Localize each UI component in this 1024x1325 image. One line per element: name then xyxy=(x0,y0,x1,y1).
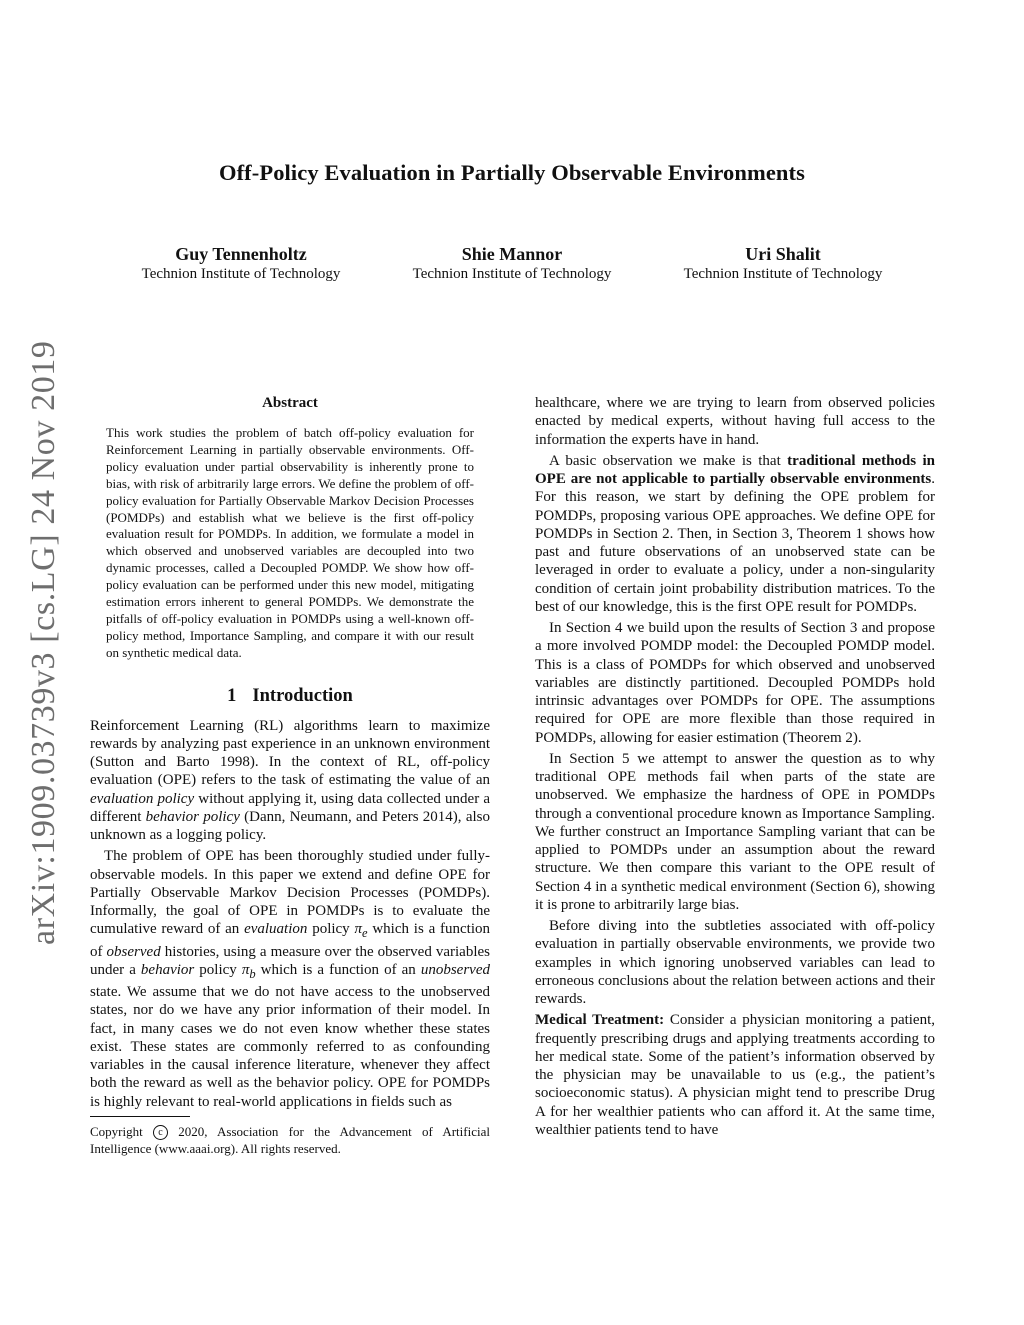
abstract-text: This work studies the problem of batch off-policy evaluation for Reinforcement Learning in partially observable environments. Off-policy evaluation under partial observability is inherently prone to bias, with risk of arbitrarily large errors. We define the problem of off-policy evaluation for Partially Observable Markov Decision Processes (POMDPs) and establish what we believe is the first off-policy evaluation result for POMDPs. In addition, we formulate a model in which observed and unobserved variables are decoupled into two dynamic processes, called a Decoupled POMDP. We show how off-policy evaluation can be performed under this new model, mitigating estimation errors inherent to general POMDPs. We demonstrate the pitfalls of off-policy evaluation in POMDPs using a well-known off-policy method, Importance Sampling, and compare it with our result on synthetic medical data. xyxy=(106,425,474,660)
section-number: 1 xyxy=(227,685,237,706)
section-title: Introduction xyxy=(252,685,353,706)
paragraph-label: Medical Treatment: xyxy=(535,1012,665,1029)
right-paragraph-1: healthcare, where we are trying to learn from observed policies enacted by medical experts, without having full access to the information the experts have in hand. xyxy=(535,395,935,448)
author-block xyxy=(111,244,371,284)
author-name: Guy Tennenholtz xyxy=(175,244,307,264)
right-paragraph-2: A basic observation we make is that traditional methods in OPE are not applicable to partially observable environments. For this reason, we start by defining the OPE problem for POMDPs, proposing various OPE approaches. We define OPE for POMDPs in Section 2. Then, in Section 3, Theorem 1 shows how past and future observations of an unobserved state can be leveraged in order to evaluate a policy, under a non-singularity condition of certain joint probability distribution matrices. To the best of our knowledge, this is the first OPE result for POMDPs. xyxy=(535,452,936,615)
copyright-footnote: Copyright c 2020, Association for the Advancement of Artificial Intelligence (www.aaai.org). All rights reserved. xyxy=(90,1123,490,1156)
arxiv-identifier-stamp: arXiv:1909.03739v3 [cs.LG] 24 Nov 2019 xyxy=(25,340,62,945)
left-column xyxy=(90,394,490,1157)
author-affiliation: Technion Institute of Technology xyxy=(141,266,341,282)
author-affiliation: Technion Institute of Technology xyxy=(683,266,883,282)
author-affiliation: Technion Institute of Technology xyxy=(412,266,612,282)
section-heading-introduction xyxy=(90,685,490,707)
author-name: Shie Mannor xyxy=(461,244,563,264)
author-block xyxy=(653,244,913,284)
author-block xyxy=(382,244,642,284)
right-paragraph-medical-treatment: Medical Treatment: Consider a physician monitoring a patient, frequently prescribing drugs and applying treatments according to her medical state. Some of the patient’s information observed by the physician may be unavailable to us (e.g., the patient’s socioeconomic status). A physician might tend to prescribe Drug A for her wealthier patients who can afford it. At the same time, wealthier patients tend to have xyxy=(535,1012,936,1138)
right-paragraph-4: In Section 5 we attempt to answer the question as to why traditional OPE methods fail when parts of the state are unobserved. We emphasize the hardness of OPE in POMDPs through a conventional procedure known as Importance Sampling. We further construct an Importance Sampling variant that can be applied to POMDPs under an assumption about the reward structure. We then compare this variant to the OPE result of Section 4 in a synthetic medical environment (Section 6), showing it is prone to arbitrarily large bias. xyxy=(535,750,935,913)
footnote-rule xyxy=(90,1116,190,1117)
intro-paragraph-2: The problem of OPE has been thoroughly studied under fully-observable models. In this paper we extend and define OPE for Partially Observable Markov Decision Processes (POMDPs). Informally, the goal of OPE in POMDPs is to evaluate the cumulative reward of an evaluation policy $\pi_e$ which is a function of observed histories, using a measure over the observed variables under a behavior policy $\pi_b$ which is a function of an unobserved state. We assume that we do not have access to the unobserved states, nor do we have any prior information of their model. In fact, in many cases we do not even know whether these states exist. These states are commonly referred to as confounding variables in the causal inference literature, whenever they affect both the reward as well as the behavior policy. OPE for POMDPs is highly relevant to real-world applications in fields such as xyxy=(90,848,491,1110)
right-column xyxy=(535,394,935,1139)
pi-symbol: π xyxy=(354,921,362,938)
paper-title: Off-Policy Evaluation in Partially Observable Environments xyxy=(218,160,805,185)
pi-symbol: π xyxy=(241,961,250,978)
intro-paragraph-1: Reinforcement Learning (RL) algorithms learn to maximize rewards by analyzing past experience in an unknown environment (Sutton and Barto 1998). In the context of RL, off-policy evaluation (OPE) refers to the task of estimating the value of an evaluation policy without applying it, using data collected under a different behavior policy (Dann, Neumann, and Peters 2014), also unknown as a logging policy. xyxy=(90,717,490,844)
abstract-heading: Abstract xyxy=(262,395,318,411)
right-paragraph-5: Before diving into the subtleties associated with off-policy evaluation in partially observable environments, we provide two examples in which ignoring unobserved variables can lead to erroneous conclusions about the relation between actions and their rewards. xyxy=(535,918,935,1007)
copyright-symbol: c xyxy=(153,1125,168,1140)
author-name: Uri Shalit xyxy=(745,244,821,264)
right-paragraph-3: In Section 4 we build upon the results of Section 3 and propose a more involved POMDP model: the Decoupled POMDP model. This is a class of POMDPs for which observed and unobserved variables are distinctly partitioned. Decoupled POMDPs hold intrinsic advantages over POMDPs for OPE. The assumptions required for OPE are more flexible than those required in POMDPs, allowing for easier estimation (Theorem 2). xyxy=(535,620,935,746)
